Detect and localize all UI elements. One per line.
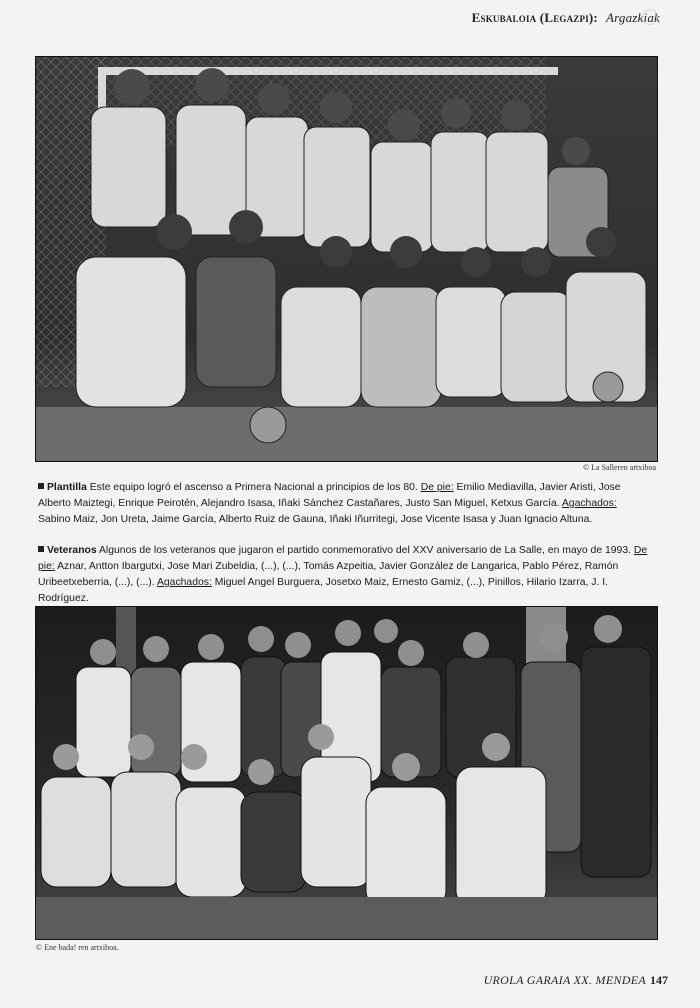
caption-standing: Aznar, Antton Ibargutxi, Jose Mari Zubeldia, (...), (...), Tomás Azpeitia, Javier González de Langarica, Pablo Pérez, Ramón Uribeetxeberria, (...), (...). bbox=[38, 561, 619, 588]
caption-label-crouching: Agachados: bbox=[156, 577, 212, 588]
photo-credit: © Ene bada! ren artxiboa. bbox=[36, 943, 119, 952]
caption-plantilla bbox=[38, 480, 648, 528]
caption-label-crouching: Agachados: bbox=[561, 498, 617, 509]
veterans-photo-graphic bbox=[36, 607, 657, 939]
photo-credit: © La Salleren artxiboa bbox=[583, 463, 656, 472]
veterans-photo bbox=[35, 606, 658, 940]
team-photo-graphic bbox=[36, 57, 657, 461]
publication-title: UROLA GARAIA XX. MENDEA bbox=[483, 973, 646, 987]
seal-icon bbox=[642, 9, 658, 25]
page-header bbox=[472, 10, 660, 26]
page-footer bbox=[484, 973, 668, 988]
caption-crouching: Miguel Angel Burguera, Josetxo Maiz, Ernesto Gamiz, (...), Pinillos, Hilario Izarra, J. I. Rodríguez. bbox=[38, 577, 609, 604]
caption-lead: Veteranos bbox=[47, 545, 97, 556]
caption-veteranos bbox=[38, 543, 648, 607]
caption-text: Este equipo logró el ascenso a Primera Nacional a principios de los 80. bbox=[89, 482, 418, 493]
header-subsection: Argazkiak bbox=[605, 10, 660, 25]
caption-label-standing: De pie: bbox=[420, 482, 454, 493]
page-number: 147 bbox=[650, 973, 668, 987]
caption-lead: Plantilla bbox=[47, 482, 87, 493]
caption-label-standing: De pie: bbox=[38, 545, 648, 572]
bullet-icon bbox=[38, 483, 44, 489]
caption-standing: Emilio Mediavilla, Javier Aristi, Jose Alberto Maiztegi, Enrique Peirotén, Alejandro Isasa, Iñaki Sánchez Castañares, Justo San Miguel, Ketxus García. bbox=[38, 482, 621, 509]
caption-crouching: Sabino Maiz, Jon Ureta, Jaime García, Alberto Ruiz de Gauna, Iñaki Iñurritegi, Jose Vicente Isasa y Juan Ignacio Altuna. bbox=[38, 514, 593, 525]
header-section: Eskubaloia (Legazpi): bbox=[471, 10, 598, 25]
caption-text: Algunos de los veteranos que jugaron el partido conmemorativo del XXV aniversario de La Salle, en mayo de 1993. bbox=[99, 545, 631, 556]
bullet-icon bbox=[38, 546, 44, 552]
team-photo bbox=[35, 56, 658, 462]
